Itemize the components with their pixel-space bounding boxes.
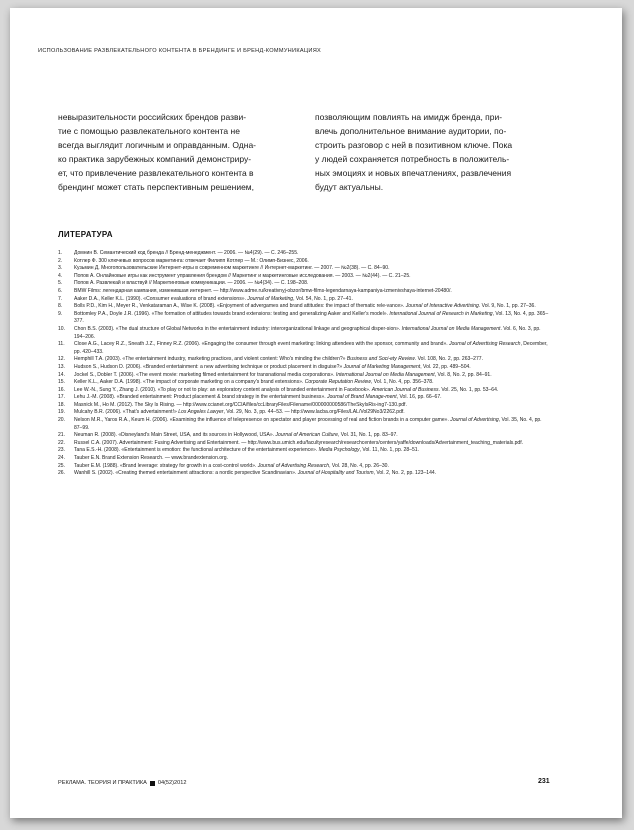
- reference-text: [74, 288, 550, 296]
- reference-segment: Домнин В. Семантический код бренда // Бренд-менеджмент. — 2006. — №4(29). — С. 246–255.: [74, 250, 299, 256]
- reference-segment: Hemphill T.A. (2003). «The entertainment industry, marketing practices, and violent content: Who's minding the children?»: [74, 356, 347, 363]
- reference-segment: Попов А. Развлекай и властвуй // Маркетинговые коммуникации. — 2006. — №4(34). — С. 198–208.: [74, 280, 309, 287]
- reference-text: [74, 250, 550, 258]
- reference-segment: Nelson M.R., Yaros R.A., Keum H. (2006). «Examining the influence of telepresence on spectator and player processing of real and fiction brands in a computer game».: [74, 417, 451, 424]
- reference-segment: , Vol. 31, No. 1, pp. 83–97.: [337, 432, 398, 439]
- reference-segment: , Vol. 16, pp. 66–67.: [396, 394, 442, 401]
- reference-item: [58, 463, 550, 471]
- reference-item: [58, 372, 550, 380]
- reference-number: 4.: [58, 272, 63, 279]
- reference-segment: Tauber E.N. Brand Extension Research. — www.brandextension.org.: [74, 455, 229, 462]
- reference-segment: Russel C.A. (2007). Advertainment: Fusing Advertising and Entertainment. — http://www.bus.umich.edu/facultyresearch/researchcenters/centers/yaffe/downloads/Advertainment_teaching_materials.pdf.: [74, 439, 524, 446]
- reference-source-title: Journal of Marketing: [247, 295, 294, 302]
- reference-item: [58, 470, 550, 478]
- reference-item: [58, 387, 550, 395]
- running-header: ИСПОЛЬЗОВАНИЕ РАЗВЛЕКАТЕЛЬНОГО КОНТЕНТА В БРЕНДИНГЕ И БРЕНД-КОММУНИКАЦИЯХ: [38, 48, 322, 54]
- reference-number: 22.: [58, 439, 66, 446]
- reference-number: 18.: [58, 401, 66, 408]
- reference-item: [58, 356, 550, 364]
- reference-segment: , Vol. 54, No. 1, pp. 27–41.: [293, 295, 353, 302]
- reference-segment: Котлер Ф. 300 ключевых вопросов маркетинга: отвечает Филипп Котлер — М.: Олимп-Бизнес, 2006.: [74, 257, 309, 264]
- reference-number: 21.: [58, 432, 66, 439]
- reference-source-title: Journal of American Culture: [275, 432, 338, 439]
- reference-segment: , Vol. 11, No. 1, pp. 28–51.: [359, 447, 419, 454]
- body-column-right: позволяющим повлиять на имидж бренда, при- влечь дополнительное внимание аудитории, по- строить разговор с ней в позитивном ключе. Пока у людей сохраняется потребность в положитель- ных эмоциях и новых впечатлениях, развлечения будут актуальны.: [315, 112, 513, 192]
- reference-number: 6.: [58, 287, 63, 294]
- reference-segment: , Vol. 2, No. 2, pp. 123–144.: [373, 470, 437, 477]
- reference-segment: Bolls P.D., Kim H., Meyer R., Venkataraman A., Wise K. (2008). «Enjoyment of advergames and brand attitudes: the impact of thematic rele-vance».: [74, 303, 406, 310]
- reference-text: [74, 432, 550, 440]
- reference-text: [74, 387, 550, 395]
- reference-number: 26.: [58, 470, 66, 477]
- reference-text: [74, 379, 550, 387]
- reference-number: 7.: [58, 295, 63, 302]
- reference-text: [74, 455, 550, 463]
- reference-number: 13.: [58, 363, 66, 370]
- reference-text: [74, 341, 550, 356]
- reference-text: [74, 258, 550, 266]
- reference-item: [58, 288, 550, 296]
- reference-text: [74, 447, 550, 455]
- reference-segment: Tauber E.M. (1988). «Brand leverage: strategy for growth in a cost-control world».: [74, 462, 258, 469]
- reference-item: [58, 296, 550, 304]
- reference-segment: Aaker D.A., Keller K.L. (1990). «Consumer evaluations of brand extensions».: [74, 295, 248, 302]
- reference-item: [58, 364, 550, 372]
- reference-number: 12.: [58, 356, 66, 363]
- reference-item: [58, 409, 550, 417]
- reference-item: [58, 326, 550, 341]
- reference-source-title: Business and Soci-ety Review: [346, 356, 415, 363]
- reference-source-title: International Journal on Media Management: [401, 325, 501, 332]
- page-number: 231: [538, 778, 550, 785]
- reference-source-title: Journal of Hospitality and Tourism: [297, 470, 374, 477]
- references-heading: ЛИТЕРАТУРА: [58, 230, 113, 239]
- reference-text: [74, 394, 550, 402]
- reference-source-title: Journal of Advertising Research: [257, 462, 330, 469]
- reference-item: [58, 341, 550, 356]
- reference-item: [58, 447, 550, 455]
- reference-text: [74, 409, 550, 417]
- reference-source-title: Journal of Marketing Management: [343, 363, 421, 370]
- reference-source-title: International Journal of Research in Marketing: [389, 310, 493, 317]
- reference-text: [74, 303, 550, 311]
- reference-text: [74, 280, 550, 288]
- reference-number: 9.: [58, 310, 63, 317]
- reference-item: [58, 258, 550, 266]
- reference-item: [58, 455, 550, 463]
- reference-segment: Chon B.S. (2003). «The dual structure of Global Networks in the entertainment industry: interorganizational linkage and geographical disper-sion».: [74, 325, 402, 332]
- reference-source-title: Journal of Interactive Advertising: [405, 303, 479, 310]
- reference-number: 17.: [58, 394, 66, 401]
- reference-segment: , December, pp. 420–433.: [74, 341, 548, 355]
- reference-number: 25.: [58, 462, 66, 469]
- reference-source-title: American Journal of Business: [371, 386, 439, 393]
- reference-text: [74, 372, 550, 380]
- reference-number: 20.: [58, 417, 66, 424]
- journal-issue: 04(52)2012: [157, 780, 187, 786]
- body-column-left: невыразительности российских брендов разви- тие с помощью развлекательного контента не всегда выглядит логичным и оправданным. Одна- ко практика зарубежных компаний демонстриру- ет, что привлечение развлекательного контента в брендинг может стать перспективным решением,: [58, 112, 256, 192]
- reference-segment: Lee W.-N., Sung Y., Zhang J. (2010). «To play or not to play: an exploratory content analysis of branded entertainment in Facebook».: [74, 386, 372, 393]
- reference-item: [58, 379, 550, 387]
- reference-source-title: Journal of Advertising Research: [449, 341, 521, 348]
- reference-item: [58, 432, 550, 440]
- reference-segment: Keller K.L., Aaker D.A. (1998). «The impact of corporate marketing on a company's brand extensions».: [74, 379, 305, 386]
- reference-number: 24.: [58, 455, 66, 462]
- reference-segment: , Vol. 13, No. 4, pp. 365–377.: [74, 310, 549, 325]
- reference-item: [58, 440, 550, 448]
- reference-item: [58, 402, 550, 410]
- journal-footer: [58, 780, 186, 786]
- reference-number: 15.: [58, 379, 66, 386]
- reference-text: [74, 311, 550, 326]
- reference-number: 1.: [58, 250, 63, 256]
- reference-item: [58, 394, 550, 402]
- reference-number: 16.: [58, 386, 66, 393]
- reference-segment: , Vol. 1, No. 4, pp. 356–378.: [370, 379, 434, 386]
- reference-text: [74, 402, 550, 410]
- reference-segment: , Vol. 35, No. 4, pp. 87–99.: [74, 417, 542, 431]
- reference-number: 23.: [58, 447, 66, 454]
- reference-item: [58, 265, 550, 273]
- reference-segment: . Vol. 6, No. 3, pp. 194–206.: [74, 325, 541, 340]
- reference-segment: Wanhill S. (2002). «Creating themed entertainment attractions: a nordic perspective Scandinavian».: [74, 470, 298, 477]
- reference-text: [74, 463, 550, 471]
- references-list: [58, 250, 550, 478]
- reference-source-title: Media Psychology: [318, 447, 360, 454]
- reference-number: 2.: [58, 257, 63, 264]
- reference-source-title: Journal of Brand Manage-ment: [327, 394, 397, 401]
- reference-item: [58, 311, 550, 326]
- reference-text: [74, 364, 550, 372]
- reference-segment: Tana E.S.-H. (2008). «Entertainment is emotion: the functional architecture of the entertainment experience».: [74, 447, 319, 454]
- reference-segment: , Vol. 28, No. 4, pp. 26–30.: [329, 462, 389, 469]
- reference-segment: , Vol. 29, No. 3, pp. 44–53. — http://www.lacba.org/Files/LAL/Vol29No3/2262.pdf.: [223, 409, 405, 416]
- reference-item: [58, 417, 550, 432]
- reference-segment: BMW Films: легендарная кампания, изменившая интернет. — http://www.adme.ru/kreativnyj-obzor/bmw-films-legendarnaya-kampaniya-izmenivshaya-internet-20480/.: [74, 287, 452, 294]
- reference-segment: Bottomley P.A., Doyle J.R. (1996). «The formation of attitudes towards brand extensions: testing and generalizing Aaker and Keller's model».: [74, 310, 390, 317]
- reference-number: 14.: [58, 371, 66, 378]
- reference-segment: Close A.G., Lacey R.Z., Sneath J.Z., Finney R.Z. (2006). «Engaging the consumer through event marketing: linking attendees with the sponsor, community and brand».: [74, 341, 450, 348]
- reference-item: [58, 303, 550, 311]
- reference-item: [58, 280, 550, 288]
- reference-segment: Попов А. Онлайновые игры как инструмент управления брендом // Маркетинг и маркетинговые исследования. — 2003. — №2(44). — С. 21–25.: [74, 272, 411, 279]
- reference-number: 5.: [58, 280, 63, 287]
- reference-number: 3.: [58, 265, 63, 272]
- reference-segment: . Vol. 25, No. 1, pp. 53–64.: [438, 386, 499, 393]
- reference-source-title: Journal of Advertising: [450, 417, 499, 424]
- reference-segment: , Vol. 22, pp. 489–504.: [420, 363, 471, 370]
- reference-segment: Neuman R. (2008). «Disneyland's Main Street, USA, and its sources in Hollywood, USA».: [74, 432, 276, 439]
- reference-number: 8.: [58, 303, 63, 310]
- reference-source-title: Los Angeles Lawyer: [178, 409, 224, 416]
- reference-segment: Jockel S., Dobler T. (2006). «The event movie: marketing filmed entertainment for transnational media corporations».: [74, 371, 336, 378]
- reference-text: [74, 326, 550, 341]
- reference-segment: Кузьмин Д. Многопользовательские Интернет-игры в современном маркетинге // Интернет-маркетинг. — 2007. — №2(38). — С. 84–90.: [74, 265, 390, 272]
- reference-text: [74, 470, 550, 478]
- reference-text: [74, 296, 550, 304]
- reference-number: 10.: [58, 325, 66, 332]
- reference-text: [74, 356, 550, 364]
- reference-text: [74, 265, 550, 273]
- reference-source-title: Corporate Reputation Review: [304, 379, 371, 386]
- reference-segment: . Vol. 9, No. 1, pp. 27–36.: [478, 303, 536, 310]
- reference-segment: Lehu J.-M. (2008). «Branded entertainment: Product placement & brand strategy in the entertainment business».: [74, 394, 328, 401]
- reference-segment: . Vol. 108, No. 2, pp. 263–277.: [414, 356, 483, 363]
- square-bullet-icon: [150, 781, 155, 786]
- journal-title: РЕКЛАМА. ТЕОРИЯ И ПРАКТИКА: [58, 780, 147, 786]
- reference-segment: Hudson S., Hudson D. (2006). «Branded entertainment: a new advertising technique or product placement in disguise?»: [74, 363, 344, 370]
- reference-item: [58, 250, 550, 258]
- reference-segment: Masnick M., Ho M. (2012). The Sky Is Rising. — http://www.ccianet.org/CCIA/files/ccLibraryFiles/Filename/000000000586/TheSkyIsRis-ing7-130.pdf.: [74, 401, 407, 408]
- reference-source-title: International Journal on Media Management: [335, 371, 435, 378]
- reference-segment: , Vol. 8, No. 2, pp. 84–91.: [434, 371, 492, 378]
- reference-text: [74, 417, 550, 432]
- reference-text: [74, 440, 550, 448]
- reference-number: 19.: [58, 409, 66, 416]
- reference-number: 11.: [58, 341, 65, 348]
- page: [10, 8, 622, 818]
- reference-segment: Mulcahy B.R. (2006). «That's advertainment!»: [74, 409, 179, 416]
